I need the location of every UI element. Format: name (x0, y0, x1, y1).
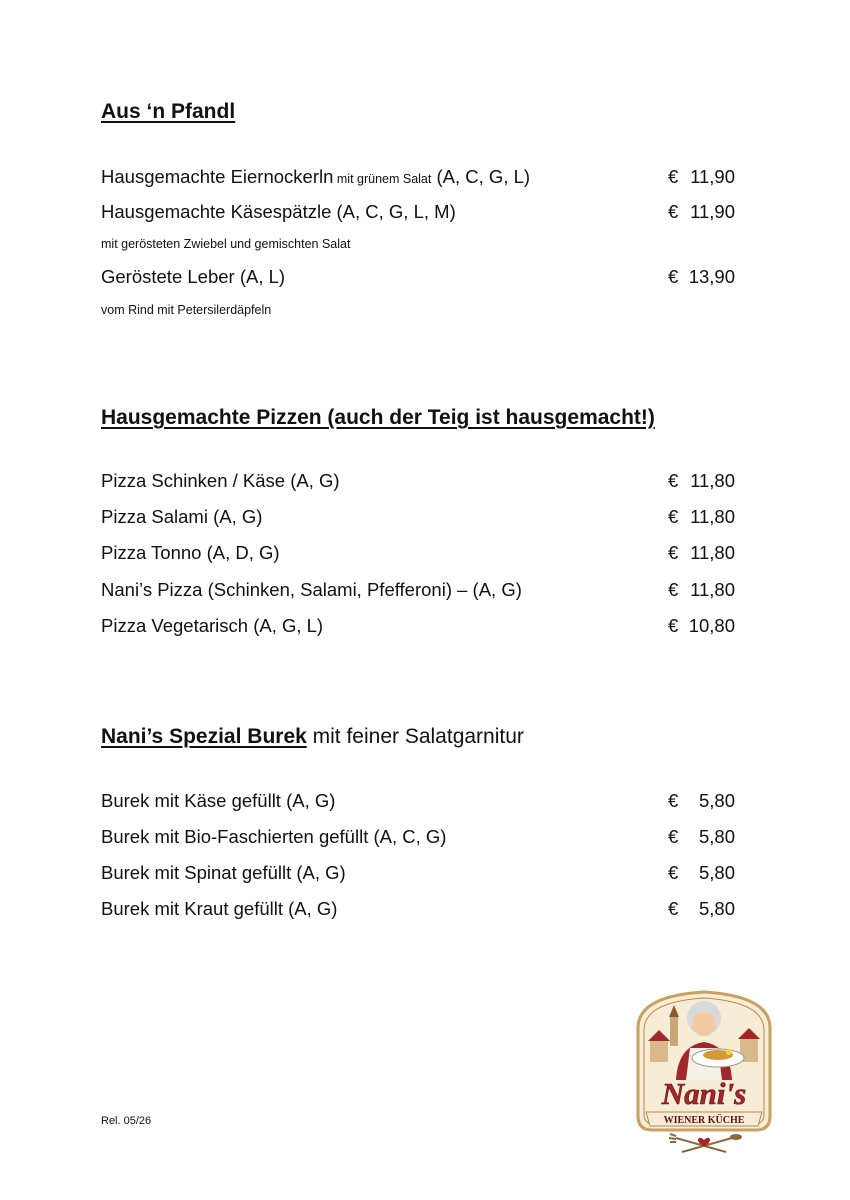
menu-item-price: € 11,90 (668, 201, 735, 222)
menu-item-name: Hausgemachte Eiernockerln mit grünem Salat (A, C, G, L) (101, 166, 531, 187)
menu-item (101, 201, 735, 227)
menu-item (101, 898, 735, 924)
menu-item (101, 166, 735, 192)
menu-item-note: vom Rind mit Petersilerdäpfeln (101, 303, 272, 317)
menu-item-name: Burek mit Bio-Faschierten gefüllt (A, C, G) (101, 826, 447, 847)
menu-item (101, 615, 735, 641)
menu-item-name: Pizza Tonno (A, D, G) (101, 542, 280, 563)
menu-item-price: € 11,80 (668, 579, 735, 600)
menu-item (101, 826, 735, 852)
menu-item-name: Nani’s Pizza (Schinken, Salami, Pfefferoni) – (A, G) (101, 579, 522, 600)
menu-item (101, 470, 735, 496)
menu-item-price: € 11,80 (668, 470, 735, 491)
section-title-pizzen: Hausgemachte Pizzen (auch der Teig ist hausgemacht!) (101, 406, 655, 429)
menu-item-price: € 11,80 (668, 506, 735, 527)
nanis-logo (626, 988, 782, 1158)
logo-wordmark: Nani's (661, 1076, 747, 1111)
section-title-burek: Nani’s Spezial Burek mit feiner Salatgarnitur (101, 725, 524, 748)
menu-item (101, 579, 735, 605)
menu-item (101, 506, 735, 532)
menu-item (101, 542, 735, 568)
menu-item-name: Pizza Schinken / Käse (A, G) (101, 470, 340, 491)
menu-item-note: mit gerösteten Zwiebel und gemischten Salat (101, 237, 351, 251)
grandma-face (692, 1012, 716, 1036)
menu-item-name: Geröstete Leber (A, L) (101, 266, 286, 287)
menu-item (101, 790, 735, 816)
lemon (726, 1049, 732, 1055)
menu-item-price: € 11,80 (668, 542, 735, 563)
section-title-suffix: mit feiner Salatgarnitur (306, 725, 524, 748)
menu-item-name: Pizza Salami (A, G) (101, 506, 263, 527)
menu-item-name: Hausgemachte Käsespätzle (A, C, G, L, M) (101, 201, 456, 222)
menu-item-name: Burek mit Spinat gefüllt (A, G) (101, 862, 346, 883)
spoon-bowl (730, 1134, 742, 1140)
menu-item-price: € 5,80 (668, 790, 735, 811)
menu-item-price: € 5,80 (668, 862, 735, 883)
logo-subtitle: WIENER KÜCHE (663, 1115, 745, 1126)
menu-item-price: € 11,90 (668, 166, 735, 187)
menu-item-price: € 5,80 (668, 898, 735, 919)
menu-item (101, 266, 735, 292)
menu-item-price: € 10,80 (668, 615, 735, 636)
release-note: Rel. 05/26 (101, 1115, 152, 1127)
church-tower (670, 1016, 678, 1046)
menu-item-price: € 5,80 (668, 826, 735, 847)
section-title-pfandl: Aus ‘n Pfandl (101, 100, 236, 123)
menu-item-name: Pizza Vegetarisch (A, G, L) (101, 615, 324, 636)
menu-item-name: Burek mit Käse gefüllt (A, G) (101, 790, 336, 811)
menu-item-name: Burek mit Kraut gefüllt (A, G) (101, 898, 338, 919)
menu-item-price: € 13,90 (668, 266, 735, 287)
menu-item (101, 862, 735, 888)
village-house (650, 1040, 668, 1062)
